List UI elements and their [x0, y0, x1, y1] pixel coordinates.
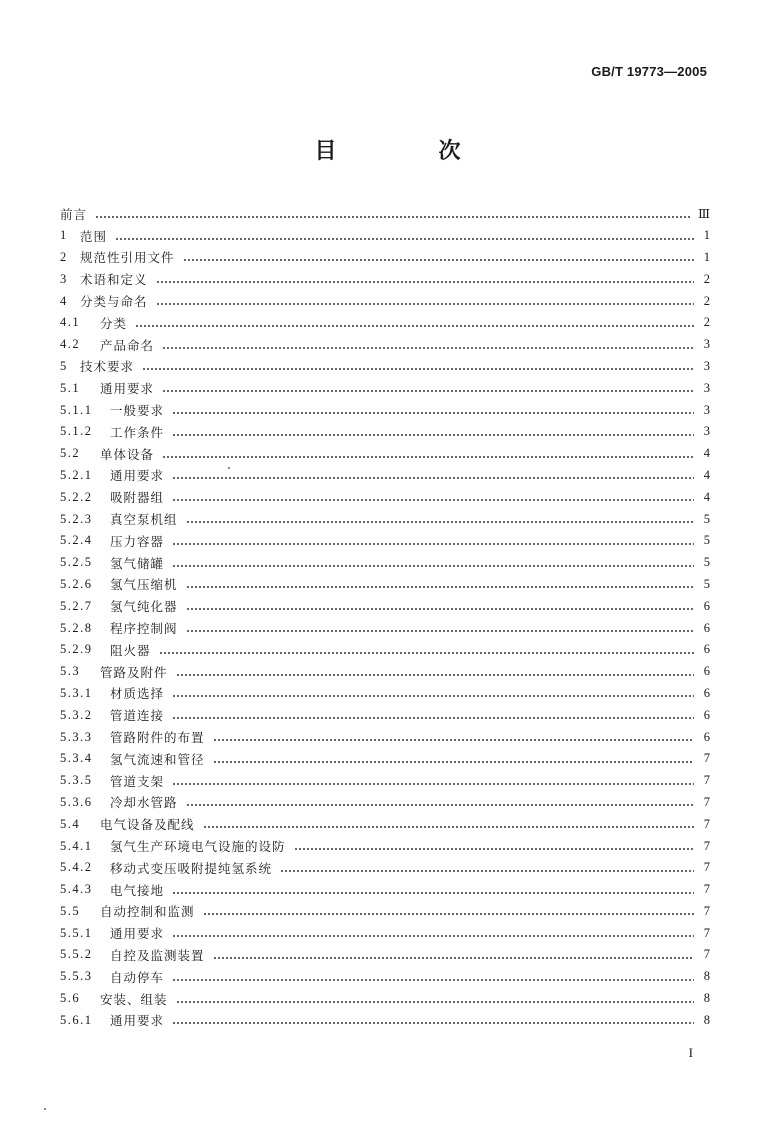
toc-entry-title: 氢气储罐 [110, 555, 165, 571]
toc-entry-number: 3 [60, 271, 68, 286]
toc-dot-leader [186, 521, 694, 523]
toc-entry-number: 5.3.4 [60, 751, 93, 766]
toc-entry-number: 5.2.4 [60, 533, 93, 548]
toc-entry-number: 4.1 [60, 315, 81, 330]
toc-dot-leader [95, 216, 692, 218]
toc-entry [60, 748, 710, 770]
toc-entry-title: 一般要求 [110, 403, 165, 419]
toc-dot-leader [172, 979, 694, 981]
toc-entry-page: 8 [703, 991, 710, 1006]
toc-entry-page: 7 [703, 903, 710, 918]
page-number: I [688, 1045, 693, 1060]
toc-entry-page: 1 [703, 249, 710, 264]
toc-entry-number: 5.5.2 [60, 947, 93, 962]
toc-entry-page: 7 [703, 925, 710, 940]
toc-entry-title: 规范性引用文件 [80, 250, 175, 266]
toc-dot-leader [159, 652, 694, 654]
toc-entry-number: 5.3.5 [60, 773, 93, 788]
toc-entry [60, 247, 710, 269]
toc-entry-page: 7 [703, 838, 710, 853]
toc-entry-page: 7 [703, 816, 710, 831]
toc-entry-title: 程序控制阀 [110, 621, 178, 637]
toc-dot-leader [162, 390, 694, 392]
toc-entry-number: 4 [60, 293, 68, 308]
toc-dot-leader [172, 565, 694, 567]
toc-entry [60, 835, 710, 857]
toc-entry-page: 3 [703, 380, 710, 395]
toc-entry [60, 639, 710, 661]
toc-entry-number: 5.2.8 [60, 620, 93, 635]
toc-entry-title: 氢气流速和管径 [110, 751, 205, 767]
toc-dot-leader [172, 543, 694, 545]
toc-entry-number: 5.2 [60, 446, 81, 461]
toc-entry [60, 203, 710, 225]
toc-entry [60, 465, 710, 487]
toc-entry-title: 氢气生产环境电气设施的设防 [110, 839, 286, 854]
toc-entry-number: 5.4 [60, 816, 81, 831]
toc-dot-leader [280, 870, 694, 872]
toc-entry [60, 704, 710, 726]
toc-entry [60, 922, 710, 944]
toc-entry-page: 5 [703, 511, 710, 526]
toc-entry-page: 3 [703, 358, 710, 373]
toc-entry [60, 726, 710, 748]
toc-entry-number: 4.2 [60, 337, 81, 352]
toc-entry [60, 399, 710, 421]
toc-entry-number: 5.1.2 [60, 424, 93, 439]
toc-entry-number: 2 [60, 249, 68, 264]
toc-entry-page: 4 [703, 489, 710, 504]
toc-dot-leader [172, 695, 694, 697]
toc-entry-number: 5.2.9 [60, 642, 93, 657]
toc-dot-leader [172, 935, 694, 937]
toc-entry-number: 5.5.1 [60, 925, 93, 940]
toc-entry [60, 879, 710, 901]
toc-entry [60, 486, 710, 508]
toc-entry [60, 813, 710, 835]
toc-entry [60, 966, 710, 988]
toc-entry-title: 安装、组装 [100, 991, 168, 1007]
toc-entry-page: 2 [703, 315, 710, 330]
toc-entry-title: 自动控制和监测 [100, 904, 195, 920]
toc-entry-title: 真空泵机组 [110, 512, 178, 528]
toc-entry-number: 5.2.2 [60, 489, 93, 504]
toc-entry-title: 工作条件 [110, 424, 165, 440]
toc-dot-leader [172, 434, 694, 436]
toc-entry-number: 5.2.3 [60, 511, 93, 526]
toc-entry-number: 5.2.1 [60, 467, 93, 482]
toc-dot-leader [172, 1022, 694, 1024]
toc-dot-leader [135, 325, 694, 327]
toc-entry [60, 268, 710, 290]
toc-entry-number: 5.3.6 [60, 794, 93, 809]
toc-entry-page: 7 [703, 794, 710, 809]
toc-entry-title: 电气接地 [110, 882, 165, 898]
toc-entry-title: 通用要求 [110, 926, 165, 942]
toc-entry [60, 792, 710, 814]
toc-dot-leader [142, 368, 694, 370]
toc-entry-title: 管道支架 [110, 773, 165, 789]
toc-dot-leader [186, 586, 694, 588]
toc-entry-page: 3 [703, 424, 710, 439]
toc-entry-number: 5.4.3 [60, 882, 93, 897]
toc-entry-page: 2 [703, 293, 710, 308]
toc-entry-number: 5.3.3 [60, 729, 93, 744]
toc-entry [60, 661, 710, 683]
toc-dot-leader [186, 804, 694, 806]
toc-entry-title: 通用要求 [110, 1013, 165, 1029]
toc-entry-page: 6 [703, 598, 710, 613]
toc-entry [60, 683, 710, 705]
standard-code: GB/T 19773—2005 [591, 64, 707, 79]
toc-entry-title: 术语和定义 [80, 272, 148, 288]
toc-entry [60, 857, 710, 879]
toc-entry [60, 334, 710, 356]
toc-entry-title: 吸附器组 [110, 490, 165, 506]
toc-entry-number: 5.3.1 [60, 685, 93, 700]
toc-dot-leader [156, 303, 694, 305]
toc-entry-page: 3 [703, 402, 710, 417]
toc-entry-title: 电气设备及配线 [100, 817, 195, 833]
toc-dot-leader [176, 1001, 694, 1003]
toc-dot-leader [172, 499, 694, 501]
toc-entry-title: 管路及附件 [100, 664, 168, 680]
toc-dot-leader [172, 717, 694, 719]
toc-entry-number: 5.6.1 [60, 1012, 93, 1027]
toc-dot-leader [162, 347, 694, 349]
toc-entry [60, 356, 710, 378]
toc-dot-leader [172, 477, 694, 479]
toc-entry-title: 氢气压缩机 [110, 577, 178, 593]
toc-dot-leader [183, 259, 694, 261]
toc-entry-title: 压力容器 [110, 533, 165, 549]
toc-entry-page: 7 [703, 947, 710, 962]
toc-entry-page: 1 [703, 228, 710, 243]
toc-entry [60, 595, 710, 617]
toc-entry-number: 5.5.3 [60, 969, 93, 984]
toc-entry-title: 技术要求 [80, 359, 135, 375]
toc-dot-leader [172, 892, 694, 894]
toc-entry-title: 前言 [60, 206, 88, 222]
toc-entry-number: 5.2.7 [60, 598, 93, 613]
toc-entry-number: 5.3.2 [60, 707, 93, 722]
toc-dot-leader [213, 761, 694, 763]
toc-entry-page: 3 [703, 337, 710, 352]
toc-entry [60, 901, 710, 923]
toc-entry-page: 5 [703, 555, 710, 570]
toc-entry-title: 自动停车 [110, 969, 165, 985]
toc-entry-number: 5.3 [60, 664, 81, 679]
toc-dot-leader [203, 913, 694, 915]
toc-dot-leader [115, 238, 694, 240]
toc-entry-page: 7 [703, 751, 710, 766]
toc-entry-title: 氢气纯化器 [110, 599, 178, 615]
toc-entry-title: 通用要求 [110, 468, 165, 484]
toc-dot-leader [294, 848, 694, 850]
toc-entry-page: 5 [703, 576, 710, 591]
toc-entry-number: 5.1 [60, 380, 81, 395]
toc-dot-leader [156, 281, 694, 283]
toc-entry-number: 5 [60, 358, 68, 373]
toc-entry-page: 6 [703, 620, 710, 635]
toc-entry [60, 574, 710, 596]
toc-entry-title: 阻火器 [110, 642, 151, 658]
toc-entry-page: 4 [703, 446, 710, 461]
toc-dot-leader [162, 456, 694, 458]
table-of-contents [60, 203, 710, 1031]
toc-entry-page: 6 [703, 642, 710, 657]
toc-entry-number: 5.1.1 [60, 402, 93, 417]
toc-entry [60, 1009, 710, 1031]
toc-entry-title: 移动式变压吸附提纯氢系统 [110, 860, 273, 876]
toc-entry-number: 5.2.5 [60, 555, 93, 570]
toc-title: 目 次 [314, 139, 501, 164]
toc-entry-title: 材质选择 [110, 686, 165, 702]
toc-entry-page: 6 [703, 729, 710, 744]
toc-entry-number: 5.4.1 [60, 838, 93, 853]
toc-entry-page: 7 [703, 882, 710, 897]
toc-entry-title: 分类与命名 [80, 294, 148, 310]
toc-entry-page: 5 [703, 533, 710, 548]
toc-entry [60, 377, 710, 399]
toc-entry [60, 312, 710, 334]
toc-entry-number: 5.2.6 [60, 576, 93, 591]
toc-dot-leader [213, 957, 694, 959]
toc-entry-page: 7 [703, 773, 710, 788]
toc-entry [60, 421, 710, 443]
toc-entry-title: 管道连接 [110, 708, 165, 724]
toc-entry-title: 通用要求 [100, 381, 155, 397]
toc-entry-page: 8 [703, 969, 710, 984]
toc-entry-page: 8 [703, 1012, 710, 1027]
toc-entry-page: Ⅲ [697, 206, 710, 221]
toc-entry-page: 4 [703, 467, 710, 482]
toc-entry [60, 617, 710, 639]
toc-entry-number: 5.4.2 [60, 860, 93, 875]
toc-dot-leader [172, 783, 694, 785]
toc-entry [60, 552, 710, 574]
toc-entry-title: 单体设备 [100, 446, 155, 462]
toc-dot-leader [213, 739, 694, 741]
toc-entry-number: 5.5 [60, 903, 81, 918]
toc-entry-title: 自控及监测装置 [110, 947, 205, 963]
toc-dot-leader [176, 674, 694, 676]
toc-entry-number: 5.6 [60, 991, 81, 1006]
toc-entry [60, 290, 710, 312]
toc-dot-leader [203, 826, 694, 828]
toc-entry-page: 6 [703, 664, 710, 679]
toc-entry [60, 530, 710, 552]
toc-dot-leader [186, 608, 694, 610]
toc-entry [60, 988, 710, 1010]
toc-entry [60, 770, 710, 792]
toc-entry [60, 944, 710, 966]
toc-entry-number: 1 [60, 228, 68, 243]
toc-entry-page: 6 [703, 707, 710, 722]
toc-entry-page: 2 [703, 271, 710, 286]
toc-entry-title: 管路附件的布置 [110, 730, 205, 746]
toc-entry-title: 范围 [80, 228, 108, 244]
toc-entry [60, 443, 710, 465]
scan-speck [228, 467, 230, 469]
scan-speck [44, 1108, 46, 1110]
toc-dot-leader [172, 412, 694, 414]
toc-entry-title: 冷却水管路 [110, 795, 178, 811]
toc-entry [60, 225, 710, 247]
toc-dot-leader [186, 630, 694, 632]
toc-entry-title: 产品命名 [100, 337, 155, 353]
toc-entry-title: 分类 [100, 315, 128, 331]
toc-entry-page: 6 [703, 685, 710, 700]
toc-entry [60, 508, 710, 530]
toc-entry-page: 7 [703, 860, 710, 875]
